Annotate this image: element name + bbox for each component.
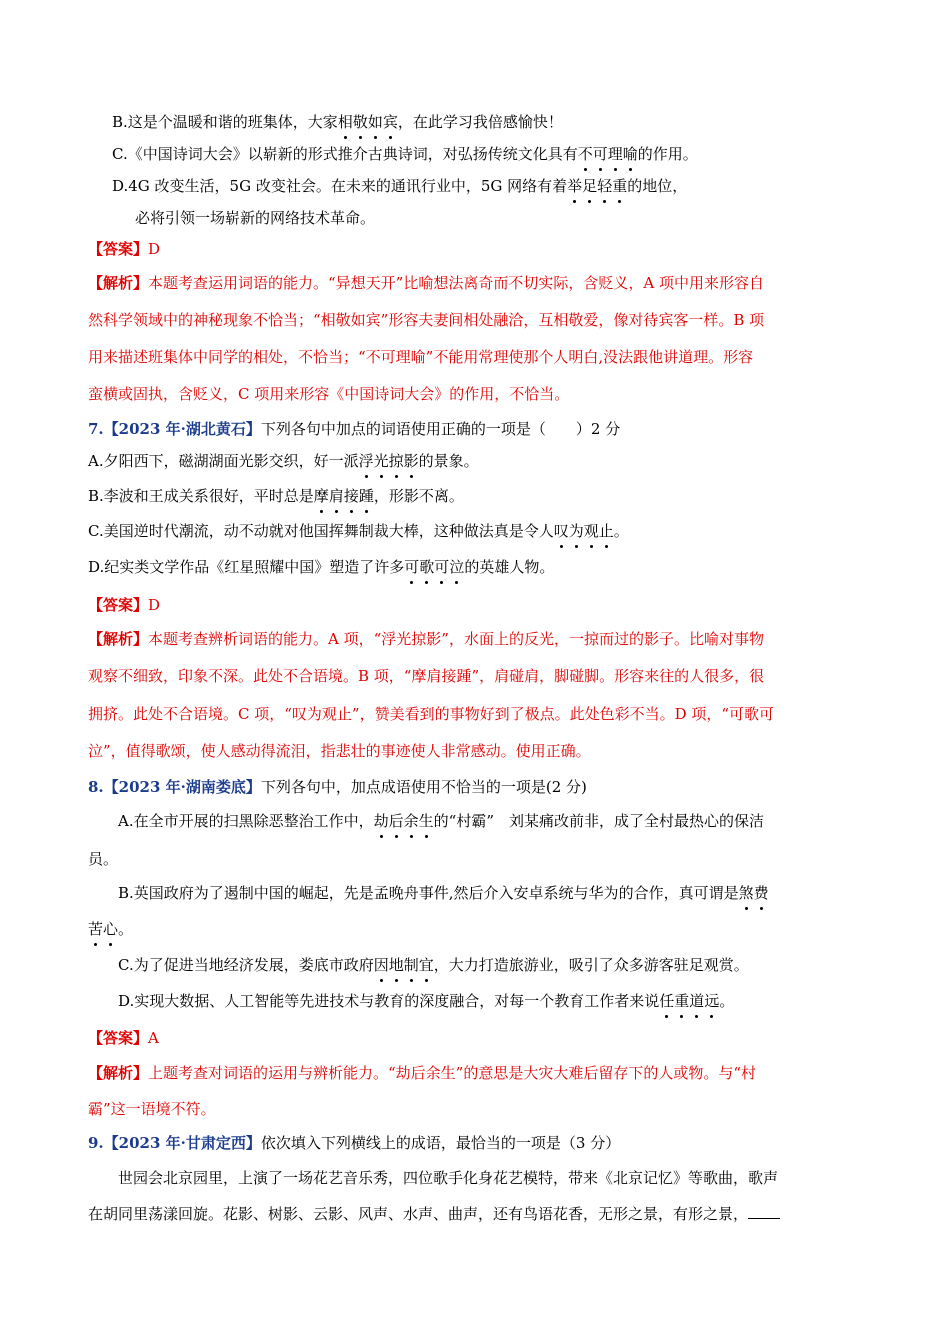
- emphasis-char: 道: [689, 992, 705, 1010]
- emphasis-char: 泣: [449, 558, 465, 576]
- emphasis-char: 理: [607, 145, 623, 163]
- emphasis-char: 肩: [328, 487, 344, 505]
- q6-answer: 【答案】D: [88, 240, 161, 258]
- q6-analysis-line: 蛮横或固执，含贬义，C 项用来形容《中国诗词大会》的作用，不恰当。: [88, 385, 570, 403]
- emphasis-char: 如: [367, 113, 383, 131]
- q8-option-b: B.英国政府为了遏制中国的崛起，先是孟晚舟事件,然后介入安卓系统与华为的合作，真可谓是煞费: [118, 884, 769, 902]
- emphasis-char: 轻: [597, 177, 613, 195]
- emphasis-char: 苦: [88, 920, 104, 938]
- q6-analysis-line: 然科学领域中的神秘现象不恰当；“相敬如宾”形容夫妻间相处融洽，互相敬爱，像对待宾客一样。B 项: [88, 311, 765, 329]
- emphasis-char: 地: [388, 956, 404, 974]
- emphasis-char: 宜: [418, 956, 434, 974]
- q7-analysis-line: 观察不细致，印象不深。此处不合语境。B 项，“摩肩接踵”，肩碰肩，脚碰脚。形容来往的人很多，很: [88, 667, 765, 685]
- emphasis-char: 为: [568, 522, 584, 540]
- emphasis-char: 余: [403, 812, 419, 830]
- emphasis-char: 掠: [388, 452, 404, 470]
- emphasis-char: 足: [582, 177, 598, 195]
- q8-answer: 【答案】A: [88, 1029, 159, 1047]
- emphasis-char: 重: [612, 177, 628, 195]
- q7-answer: 【答案】D: [88, 596, 161, 614]
- emphasis-char: 喻: [622, 145, 638, 163]
- emphasis-char: 后: [388, 812, 404, 830]
- emphasis-char: 止: [598, 522, 614, 540]
- q7-stem: 7.【2023 年·湖北黄石】下列各句中加点的词语使用正确的一项是（ ）2 分: [88, 420, 621, 438]
- emphasis-char: 可: [404, 558, 420, 576]
- q7-option-d: D.纪实类文学作品《红星照耀中国》塑造了许多可歌可泣的英雄人物。: [88, 558, 555, 576]
- emphasis-char: 敬: [352, 113, 368, 131]
- emphasis-char: 远: [704, 992, 720, 1010]
- q9-passage-line: 世园会北京园里，上演了一场花艺音乐秀，四位歌手化身花艺模特，带来《北京记忆》等歌曲，歌声: [118, 1169, 779, 1187]
- emphasis-char: 因: [373, 956, 389, 974]
- q8-option-c: C.为了促进当地经济发展，娄底市政府因地制宜，大力打造旅游业，吸引了众多游客驻足观赏。: [118, 956, 749, 974]
- q9-stem: 9.【2023 年·甘肃定西】依次填入下列横线上的成语，最恰当的一项是（3 分）: [88, 1134, 621, 1152]
- q7-analysis-line: 拥挤。此处不合语境。C 项，“叹为观止”，赞美看到的事物好到了极点。此处色彩不当。D 项，“可歌可: [88, 705, 775, 723]
- q6-option-c: C.《中国诗词大会》以崭新的形式推介古典诗词，对弘扬传统文化具有不可理喻的作用。: [112, 145, 698, 163]
- emphasis-char: 可: [434, 558, 450, 576]
- emphasis-char: 踵: [358, 487, 374, 505]
- emphasis-char: 宾: [382, 113, 398, 131]
- q7-option-b: B.李波和王成关系很好，平时总是摩肩接踵，形影不离。: [88, 487, 464, 505]
- q8-analysis-line: 霸”这一语境不符。: [88, 1100, 216, 1118]
- q7-option-c: C.美国逆时代潮流，动不动就对他国挥舞制裁大棒，这种做法真是令人叹为观止。: [88, 522, 629, 540]
- q8-option-a: A.在全市开展的扫黑除恶整治工作中，劫后余生的“村霸” 刘某痛改前非，成了全村最热心的保洁: [118, 812, 765, 830]
- emphasis-char: 光: [373, 452, 389, 470]
- emphasis-char: 煞: [738, 884, 754, 902]
- emphasis-char: 浮: [358, 452, 374, 470]
- q8-analysis-line: 【解析】上题考查对词语的运用与辨析能力。“劫后余生”的意思是大灾大难后留存下的人或物。与“村: [88, 1064, 757, 1082]
- emphasis-char: 任: [659, 992, 675, 1010]
- emphasis-char: 歌: [419, 558, 435, 576]
- q6-option-d: D.4G 改变生活，5G 改变社会。在未来的通讯行业中，5G 网络有着举足轻重的地位，: [112, 177, 688, 195]
- q9-passage-line: 在胡同里荡漾回旋。花影、树影、云影、风声、水声、曲声，还有鸟语花香，无形之景，有形之景，: [88, 1203, 780, 1225]
- q7-analysis-line: 泣”，值得歌颂，使人感动得流泪，指悲壮的事迹使人非常感动。使用正确。: [88, 742, 591, 760]
- q8-option-a-continued: 员。: [88, 850, 119, 868]
- answer-blank[interactable]: [748, 1204, 780, 1219]
- q6-analysis-line: 【解析】本题考查运用词语的能力。“异想天开”比喻想法离奇而不切实际，含贬义，A 项中用来形容自: [88, 274, 764, 292]
- emphasis-char: 观: [583, 522, 599, 540]
- q6-option-b: B.这是个温暖和谐的班集体，大家相敬如宾，在此学习我倍感愉快！: [112, 113, 563, 131]
- q6-option-d-continued: 必将引领一场崭新的网络技术革命。: [135, 209, 376, 227]
- emphasis-char: 接: [343, 487, 359, 505]
- emphasis-char: 相: [337, 113, 353, 131]
- q7-option-a: A.夕阳西下，磁湖湖面光影交织，好一派浮光掠影的景象。: [88, 452, 479, 470]
- emphasis-char: 劫: [373, 812, 389, 830]
- emphasis-char: 摩: [313, 487, 329, 505]
- emphasis-char: 可: [592, 145, 608, 163]
- emphasis-char: 费: [753, 884, 769, 902]
- q8-option-b-continued: 苦心。: [88, 920, 134, 938]
- emphasis-char: 制: [403, 956, 419, 974]
- emphasis-char: 举: [567, 177, 583, 195]
- q8-stem: 8.【2023 年·湖南娄底】下列各句中，加点成语使用不恰当的一项是(2 分): [88, 778, 587, 796]
- q8-option-d: D.实现大数据、人工智能等先进技术与教育的深度融合，对每一个教育工作者来说任重道远。: [118, 992, 735, 1010]
- emphasis-char: 不: [577, 145, 593, 163]
- emphasis-char: 叹: [553, 522, 569, 540]
- emphasis-char: 影: [403, 452, 419, 470]
- emphasis-char: 心: [103, 920, 119, 938]
- q6-analysis-line: 用来描述班集体中同学的相处，不恰当；“不可理喻”不能用常理使那个人明白,没法跟他讲道理。形容: [88, 348, 754, 366]
- q7-analysis-line: 【解析】本题考查辨析词语的能力。A 项，“浮光掠影”，水面上的反光，一掠而过的影子。比喻对事物: [88, 630, 764, 648]
- emphasis-char: 重: [674, 992, 690, 1010]
- emphasis-char: 生: [418, 812, 434, 830]
